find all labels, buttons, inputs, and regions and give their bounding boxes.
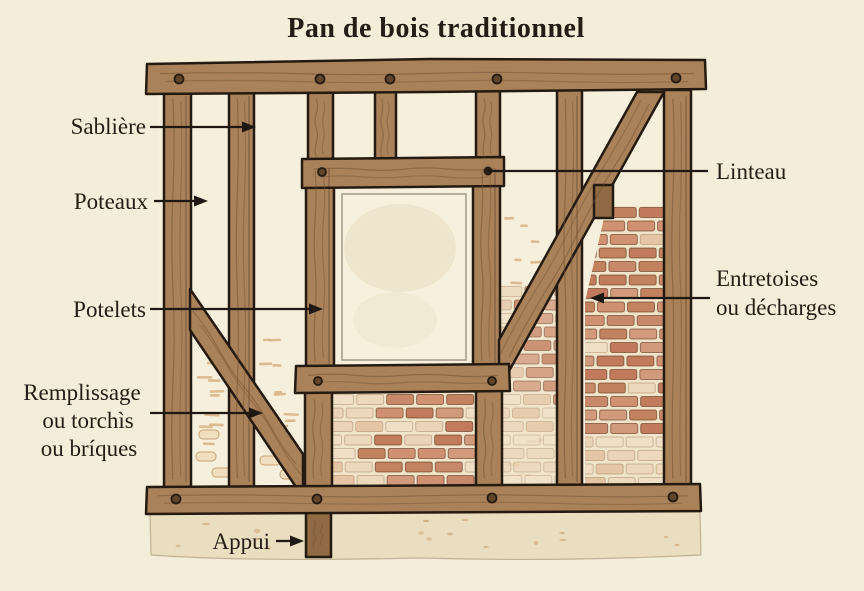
brick [418,449,445,459]
window-plaster-stain [344,204,456,292]
label-remplissage-line3: ou bríques [40,436,138,461]
brick [527,449,554,459]
brick [598,383,625,393]
brick [626,437,653,447]
brick [626,464,653,474]
speckle [483,546,489,548]
brick [357,395,384,405]
brick [356,422,383,432]
brick [608,451,635,461]
torchis-dash [199,425,213,428]
brick [436,408,463,418]
brick [524,341,551,351]
torchis-dash [285,419,296,422]
brick [637,316,664,326]
torchis-dash [259,362,272,365]
window-jamb-left [306,162,334,370]
brick [358,449,385,459]
peg [669,493,678,502]
brick [609,262,636,272]
brick [375,462,402,472]
brick [524,395,551,405]
torchis-dash [208,379,221,382]
brick [387,395,414,405]
brick [610,343,637,353]
stone [199,430,219,439]
post-second [229,90,254,488]
torchis-dash [520,224,528,227]
brick [628,383,655,393]
speckle [534,541,538,545]
window-jamb-right [473,162,500,370]
speckle [423,520,430,522]
brick [448,449,475,459]
stone [196,452,216,461]
brick [416,422,443,432]
peg [386,75,395,84]
brick [628,221,655,231]
brick [447,395,474,405]
potelet-above-window-center [375,90,396,164]
post-left-edge [164,90,191,488]
brick [388,449,415,459]
brick [406,408,433,418]
speckle [675,544,680,546]
brick [610,235,637,245]
speckle [559,539,567,541]
speckle [176,545,181,548]
window-sill [295,364,510,393]
speckle [426,537,432,541]
label-entretoises-line2: ou décharges [716,295,837,320]
window-plaster-stain-2 [353,292,437,348]
brick [600,329,627,339]
brick [628,302,655,312]
brick [435,462,462,472]
peg [493,75,502,84]
brick-panel-below-window [315,393,503,487]
label-linteau: Linteau [716,159,787,184]
brick [596,464,623,474]
post-fifth [557,90,582,488]
brick [610,370,637,380]
peg [318,168,326,176]
label-potelets: Potelets [73,297,146,322]
brick [375,435,402,445]
brick [639,208,666,218]
bottom-sill-beam [146,484,701,514]
torchis-dash [514,259,521,262]
peg [314,377,322,385]
brick [600,410,627,420]
post-below-window-left [305,390,332,488]
brick [376,408,403,418]
peg [672,74,681,83]
brick [598,302,625,312]
torchis-dash [504,217,514,220]
label-sabliere: Sablière [70,114,146,139]
torchis-dash [203,442,215,445]
torchis-dash [210,394,220,397]
brick [607,316,634,326]
stub-post-right [594,185,613,218]
label-remplissage-line2: ou torchìs [42,408,134,433]
brick [405,462,432,472]
brick [526,422,553,432]
brick [514,462,541,472]
brick [638,451,665,461]
label-appui: Appui [212,529,270,554]
speckle [202,523,211,526]
brick [446,422,473,432]
peg [172,495,181,504]
brick [526,368,553,378]
brick [599,275,626,285]
torchis-dash [197,376,213,379]
speckle [462,519,469,521]
brick [417,476,444,486]
speckle [418,531,424,535]
brick [405,435,432,445]
diagram-title: Pan de bois traditionnel [287,13,585,44]
potelet-above-window-right [476,90,500,164]
torchis-dash [268,339,281,342]
brick [597,356,624,366]
potelet-above-window-left [308,90,333,164]
peg [488,377,496,385]
post-right-edge [664,90,691,488]
label-poteaux: Poteaux [73,189,148,214]
brick [629,275,656,285]
peg [313,495,322,504]
brick [514,381,541,391]
speckle [447,532,453,535]
brick [611,397,638,407]
torchis-dash [210,390,225,393]
appui-post [306,511,331,557]
brick [345,462,372,472]
brick [387,476,414,486]
brick [386,422,413,432]
top-plate-sabliere [146,59,706,94]
brick [627,356,654,366]
brick [630,329,657,339]
peg [175,75,184,84]
peg [316,75,325,84]
window-lintel [302,157,504,188]
speckle [664,536,669,538]
label-entretoises-line1: Entretoises [716,266,819,291]
brick [629,248,656,258]
brick [611,424,638,434]
torchis-dash [531,240,540,243]
brick [599,248,626,258]
brick [512,408,539,418]
brick [345,435,372,445]
brick [639,262,666,272]
peg [488,494,497,503]
brick [357,476,384,486]
brick [630,410,657,420]
brick [596,437,623,447]
torchis-dash [272,364,281,367]
brick [513,435,540,445]
brick [346,408,373,418]
label-remplissage-line1: Remplissage [23,380,141,405]
brick [435,435,462,445]
post-below-window-right [476,390,502,488]
brick [417,395,444,405]
speckle [559,532,565,535]
